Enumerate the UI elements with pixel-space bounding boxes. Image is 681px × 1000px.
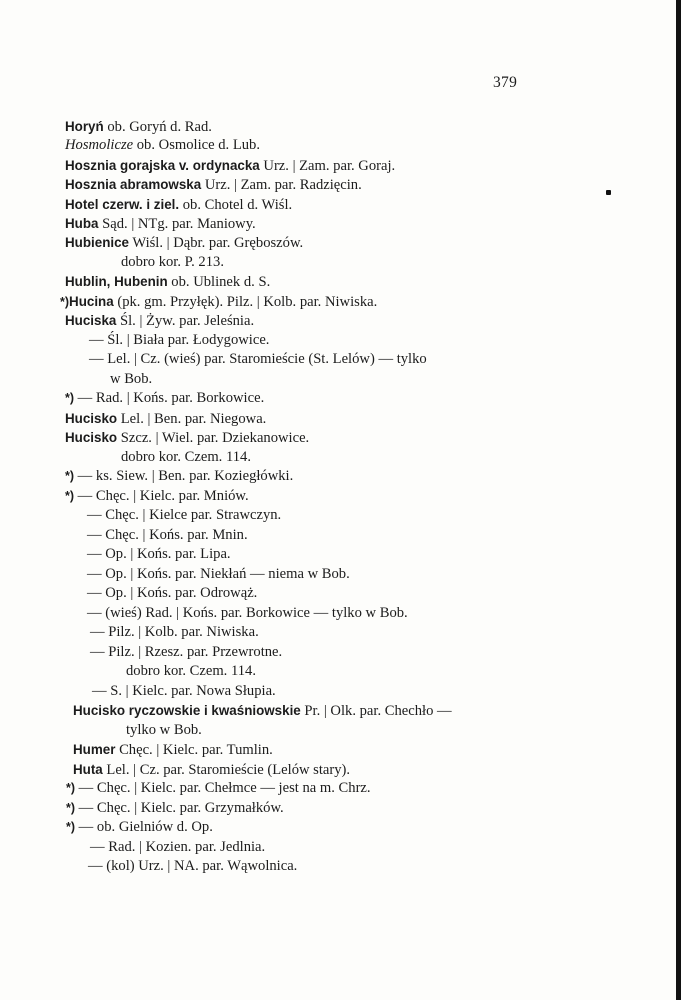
index-line bbox=[66, 818, 213, 837]
index-line bbox=[121, 253, 224, 272]
entry-text: — Pilz. | Rzesz. par. Przewrotne. bbox=[90, 644, 283, 660]
entry-text: dobro kor. P. 213. bbox=[121, 254, 224, 270]
entry-text: — ob. Gielniów d. Op. bbox=[75, 819, 213, 835]
index-line bbox=[65, 117, 212, 136]
asterisk-marker: *) bbox=[66, 781, 76, 795]
entry-text: — Op. | Końs. par. Niekłań — niema w Bob. bbox=[87, 566, 350, 582]
index-line bbox=[65, 272, 270, 291]
index-line bbox=[90, 838, 265, 857]
ink-dot bbox=[606, 190, 611, 195]
entry-headword: Hubienice bbox=[65, 235, 129, 250]
entry-text: ob. Chotel d. Wiśl. bbox=[179, 197, 293, 213]
index-line bbox=[65, 389, 264, 408]
index-line bbox=[65, 195, 292, 214]
entry-text: Szcz. | Wiel. par. Dziekanowice. bbox=[117, 430, 310, 446]
index-line bbox=[121, 448, 251, 467]
entry-text: dobro kor. Czem. 114. bbox=[121, 449, 251, 465]
entry-headword: Hublin, Hubenin bbox=[65, 274, 168, 289]
entry-headword: Hosznia abramowska bbox=[65, 177, 202, 192]
asterisk-marker: *) bbox=[60, 295, 70, 309]
index-line bbox=[126, 721, 202, 740]
entry-headword: Huba bbox=[65, 216, 99, 231]
index-line bbox=[65, 136, 260, 155]
entry-text: — Pilz. | Kolb. par. Niwiska. bbox=[90, 624, 259, 640]
entry-text: Sąd. | NTg. par. Maniowy. bbox=[98, 216, 256, 232]
scan-edge-shadow bbox=[676, 0, 681, 1000]
entry-text: — S. | Kielc. par. Nowa Słupia. bbox=[92, 683, 276, 699]
index-line bbox=[65, 428, 309, 447]
index-line bbox=[65, 467, 293, 486]
index-line bbox=[88, 857, 297, 876]
entry-text: — Chęc. | Kielce par. Strawczyn. bbox=[87, 507, 282, 523]
entry-text: Urz. | Zam. par. Goraj. bbox=[259, 158, 396, 174]
index-line bbox=[65, 214, 256, 233]
index-line bbox=[65, 233, 303, 252]
index-line bbox=[65, 487, 249, 506]
entry-text: — Śl. | Biała par. Łodygowice. bbox=[89, 332, 270, 348]
entry-headword: Hosznia gorajska v. ordynacka bbox=[65, 158, 260, 173]
index-line bbox=[65, 156, 395, 175]
entry-text: w Bob. bbox=[110, 371, 153, 387]
index-line bbox=[65, 175, 362, 194]
entry-text: — (kol) Urz. | NA. par. Wąwolnica. bbox=[88, 858, 298, 874]
entry-headword: Hucisko bbox=[65, 430, 118, 445]
entry-headword: Hucisko ryczowskie i kwaśniowskie bbox=[73, 703, 301, 718]
asterisk-marker: *) bbox=[66, 820, 76, 834]
entry-text: — Chęc. | Kielc. par. Chełmce — jest na m. Chrz. bbox=[75, 780, 371, 796]
index-line bbox=[60, 292, 377, 311]
entry-headword: Humer bbox=[73, 742, 116, 757]
entry-text: (pk. gm. Przyłęk). Pilz. | Kolb. par. Niwiska. bbox=[113, 294, 378, 310]
entry-text: — Lel. | Cz. (wieś) par. Staromieście (St. Lelów) — tylko bbox=[89, 351, 427, 367]
index-line bbox=[87, 545, 231, 564]
index-line bbox=[87, 526, 248, 545]
asterisk-marker: *) bbox=[65, 469, 75, 483]
index-line bbox=[66, 799, 284, 818]
index-line bbox=[126, 662, 256, 681]
entry-headword: Hucina bbox=[69, 294, 114, 309]
index-line bbox=[87, 506, 281, 525]
index-line bbox=[87, 584, 257, 603]
entry-text: — Op. | Końs. par. Lipa. bbox=[87, 546, 231, 562]
index-line bbox=[89, 331, 269, 350]
index-line bbox=[87, 604, 408, 623]
entry-headword: Huciska bbox=[65, 313, 117, 328]
entry-text: dobro kor. Czem. 114. bbox=[126, 663, 256, 679]
page-number: 379 bbox=[493, 74, 518, 91]
index-line bbox=[89, 350, 427, 369]
entry-text: Wiśl. | Dąbr. par. Gręboszów. bbox=[129, 235, 304, 251]
entry-text: ob. Osmolice d. Lub. bbox=[133, 137, 260, 153]
asterisk-marker: *) bbox=[66, 801, 76, 815]
index-line bbox=[73, 760, 350, 779]
asterisk-marker: *) bbox=[65, 489, 75, 503]
entry-text: — Chęc. | Kielc. par. Mniów. bbox=[74, 488, 249, 504]
entry-text: tylko w Bob. bbox=[126, 722, 202, 738]
index-line bbox=[65, 409, 266, 428]
index-line bbox=[90, 643, 282, 662]
entry-headword: Huta bbox=[73, 762, 103, 777]
entry-headword: Horyń bbox=[65, 119, 104, 134]
index-line bbox=[87, 565, 350, 584]
index-line bbox=[65, 311, 254, 330]
entry-text: — Rad. | Końs. par. Borkowice. bbox=[74, 390, 265, 406]
index-line bbox=[92, 682, 276, 701]
entry-text: — Chęc. | Końs. par. Mnin. bbox=[87, 527, 248, 543]
entry-text: ob. Ublinek d. S. bbox=[167, 274, 271, 290]
entry-text: — (wieś) Rad. | Końs. par. Borkowice — tylko w Bob. bbox=[87, 605, 408, 621]
entry-headword: Hotel czerw. i ziel. bbox=[65, 197, 180, 212]
index-line bbox=[66, 779, 371, 798]
index-line bbox=[73, 701, 452, 720]
asterisk-marker: *) bbox=[65, 391, 75, 405]
entry-text: Lel. | Cz. par. Staromieście (Lelów stary). bbox=[102, 762, 351, 778]
index-line bbox=[73, 740, 273, 759]
entry-text: Śl. | Żyw. par. Jeleśnia. bbox=[116, 313, 255, 329]
entry-text: Pr. | Olk. par. Chechło — bbox=[300, 703, 452, 719]
entry-text: — Op. | Końs. par. Odrowąż. bbox=[87, 585, 258, 601]
entry-text: — ks. Siew. | Ben. par. Koziegłówki. bbox=[74, 468, 294, 484]
entry-headword-italic: Hosmolicze bbox=[65, 137, 134, 153]
entry-text: ob. Goryń d. Rad. bbox=[103, 119, 212, 135]
entry-text: Urz. | Zam. par. Radzięcin. bbox=[201, 177, 362, 193]
entry-text: — Chęc. | Kielc. par. Grzymałków. bbox=[75, 800, 284, 816]
entry-text: Lel. | Ben. par. Niegowa. bbox=[117, 411, 267, 427]
entry-headword: Hucisko bbox=[65, 411, 118, 426]
entry-text: Chęc. | Kielc. par. Tumlin. bbox=[115, 742, 273, 758]
index-line bbox=[110, 370, 152, 389]
entry-text: — Rad. | Kozien. par. Jedlnia. bbox=[90, 839, 266, 855]
index-line bbox=[90, 623, 259, 642]
